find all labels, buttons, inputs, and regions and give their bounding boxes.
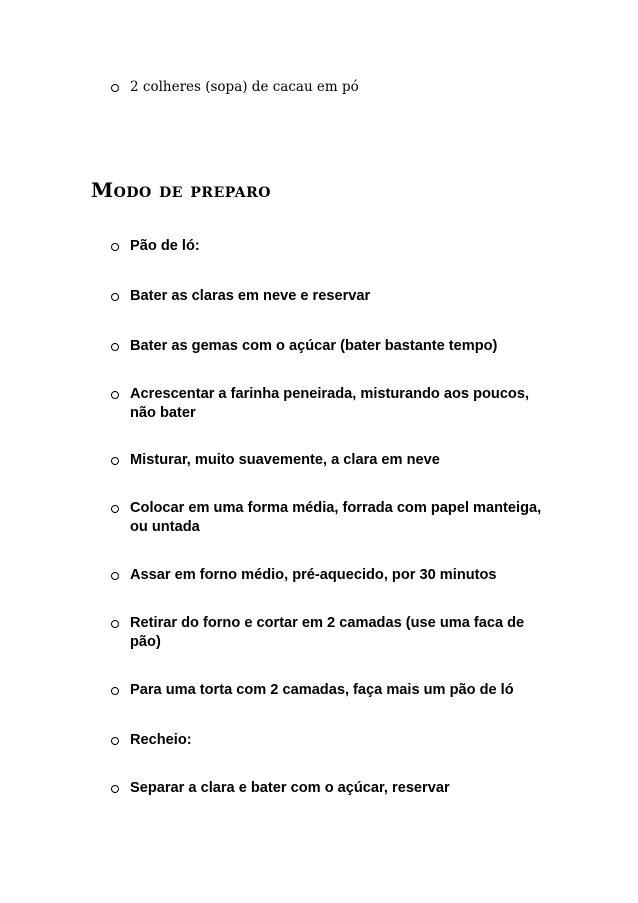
step-text: Recheio: bbox=[130, 732, 192, 748]
step-item bbox=[111, 779, 551, 798]
ingredient-text: 2 colheres (sopa) de cacau em pó bbox=[130, 79, 359, 95]
step-item bbox=[111, 237, 551, 256]
section-heading: Modo de preparo bbox=[91, 178, 271, 202]
ingredient-item bbox=[111, 78, 551, 97]
step-item bbox=[111, 681, 551, 700]
bullet-icon bbox=[111, 84, 119, 92]
bullet-icon bbox=[111, 505, 119, 513]
bullet-icon bbox=[111, 785, 119, 793]
bullet-icon bbox=[111, 243, 119, 251]
step-text: Pão de ló: bbox=[130, 238, 200, 254]
step-item bbox=[111, 566, 551, 585]
bullet-icon bbox=[111, 457, 119, 465]
step-item bbox=[111, 731, 551, 750]
step-text: Bater as gemas com o açúcar (bater bastante tempo) bbox=[130, 338, 498, 354]
bullet-icon bbox=[111, 620, 119, 628]
step-text: Bater as claras em neve e reservar bbox=[130, 288, 371, 304]
step-item bbox=[111, 614, 551, 652]
bullet-icon bbox=[111, 391, 119, 399]
step-text: Colocar em uma forma média, forrada com papel manteiga, ou untada bbox=[130, 500, 542, 535]
step-text: Retirar do forno e cortar em 2 camadas (use uma faca de pão) bbox=[130, 615, 525, 650]
step-text: Para uma torta com 2 camadas, faça mais um pão de ló bbox=[130, 682, 514, 698]
step-item bbox=[111, 385, 551, 423]
bullet-icon bbox=[111, 737, 119, 745]
bullet-icon bbox=[111, 572, 119, 580]
step-item bbox=[111, 499, 551, 537]
step-text: Acrescentar a farinha peneirada, misturando aos poucos, não bater bbox=[130, 386, 530, 421]
step-text: Separar a clara e bater com o açúcar, reservar bbox=[130, 780, 450, 796]
bullet-icon bbox=[111, 687, 119, 695]
step-item bbox=[111, 451, 551, 470]
step-item bbox=[111, 337, 551, 356]
bullet-icon bbox=[111, 343, 119, 351]
step-text: Assar em forno médio, pré-aquecido, por 30 minutos bbox=[130, 567, 497, 583]
step-text: Misturar, muito suavemente, a clara em neve bbox=[130, 452, 440, 468]
bullet-icon bbox=[111, 293, 119, 301]
step-item bbox=[111, 287, 551, 306]
